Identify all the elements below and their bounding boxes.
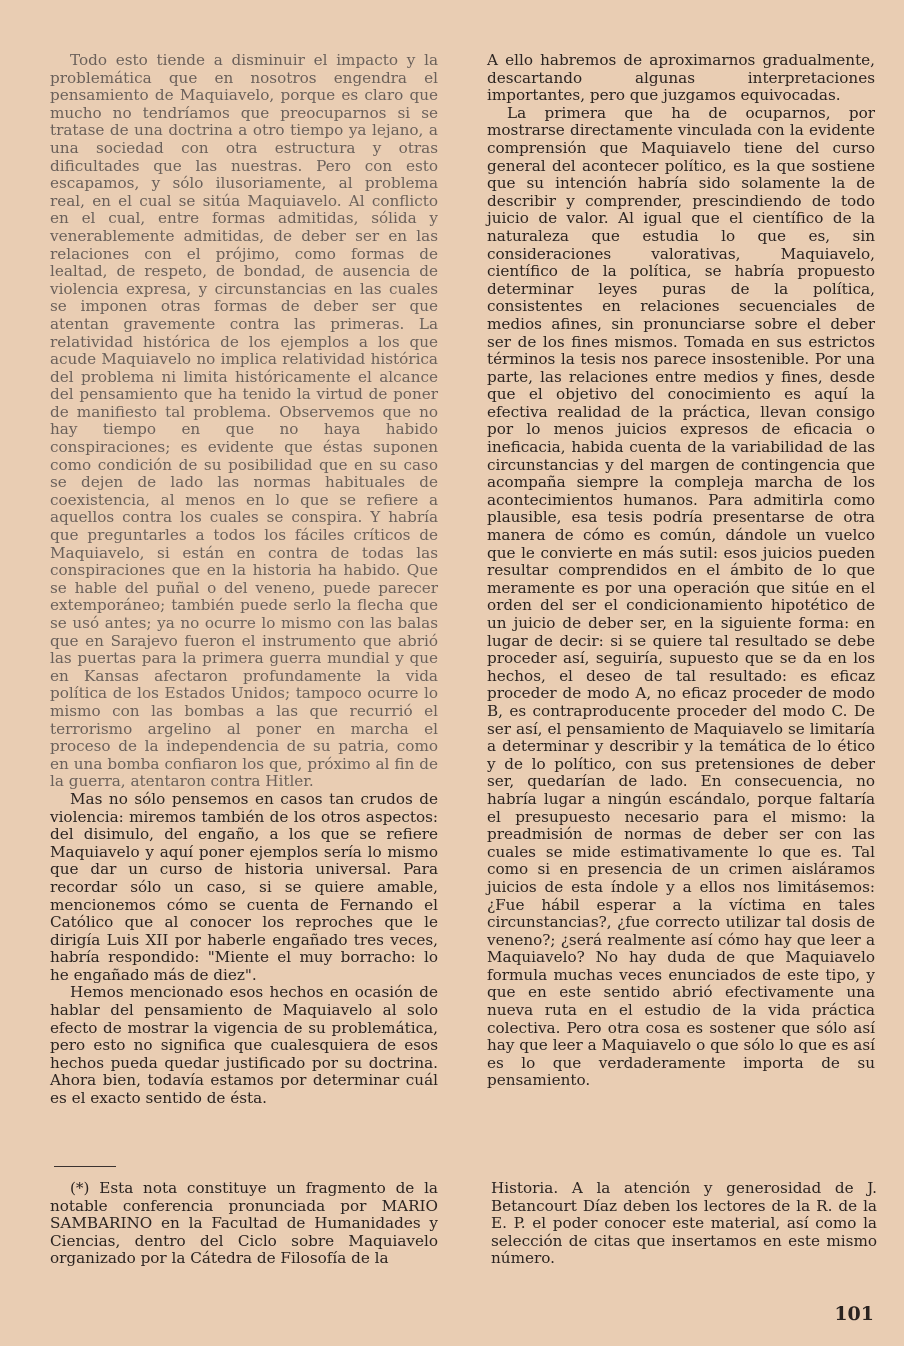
footnote-left — [50, 1180, 438, 1268]
page-number: 101 — [834, 1303, 874, 1325]
paragraph: A ello habremos de aproximarnos gradualmente, descartando algunas interpretaciones importantes, pero que juzgamos equivocadas. — [487, 51, 875, 105]
footnote-divider — [54, 1166, 116, 1167]
paragraph: Todo esto tiende a disminuir el impacto y la problemática que en nosotros engendra el pensamiento de Maquiavelo, porque es claro que mucho no tendríamos que preocuparnos si se tratase de una doctrina a otro tiempo ya lejano, a una sociedad con otra estructura y otras dificultades que las nuestras. Pero con esto escapamos, y sólo ilusoriamente, al problema real, en el cual se sitúa Maquiavelo. Al conflicto en el cual, entre formas admitidas, sólida y venerablemente admitidas, de deber ser en las relaciones con el prójimo, como formas de lealtad, de respeto, de bondad, de ausencia de violencia expresa, y circunstancias en las cuales se imponen otras formas de deber ser que atentan gravemente contra las primeras. La relatividad histórica de los ejemplos a los que acude Maquiavelo no implica relatividad histórica del problema ni limita históricamente el alcance del pensamiento que ha tenido la virtud de poner de manifiesto tal problema. Observemos que no hay tiempo en que no haya habido conspiraciones; es evidente que éstas suponen como condición de su posibilidad que en su caso se dejen de lado las normas habituales de coexistencia, al menos en lo que se refiere a aquellos contra los cuales se conspira. Y habría que preguntarles a todos los fáciles críticos de Maquiavelo, si están en contra de todas las conspiraciones que en la historia ha habido. Que se hable del puñal o del veneno, puede parecer extemporáneo; también puede serlo la flecha que se usó antes; ya no ocurre lo mismo con las balas que en Sarajevo fueron el instrumento que abrió las puertas para la primera guerra mundial y que en Kansas afectaron profundamente la vida política de los Estados Unidos; tampoco ocurre lo mismo con las bombas a las que recurrió el terrorismo argelino al poner en marcha el proceso de la independencia de su patria, como en una bomba confiaron los que, próximo al fin de la guerra, atentaron contra Hitler. — [50, 51, 438, 791]
paragraph: Hemos mencionado esos hechos en ocasión de hablar del pensamiento de Maquiavelo al solo efecto de mostrar la vigencia de su problemática, pero esto no significa que cualesquiera de esos hechos pueda quedar justificado por su doctrina. Ahora bien, todavía estamos por determinar cuál es el exacto sentido de ésta. — [50, 983, 438, 1108]
footnote-text: (*) Esta nota constituye un fragmento de la notable conferencia pronunciada por MARIO SAMBARINO en la Facultad de Humanidades y Ciencias, dentro del Ciclo sobre Maquiavelo organizado por la Cátedra de Filosofía de la — [50, 1179, 438, 1268]
paragraph: Mas no sólo pensemos en casos tan crudos de violencia: miremos también de los otros aspectos: del disimulo, del engaño, a los que se refiere Maquiavelo y aquí poner ejemplos sería lo mismo que dar un curso de historia universal. Para recordar sólo un caso, si se quiere amable, mencionemos cómo se cuenta de Fernando el Católico que al conocer los reproches que le dirigía Luis XII por haberle engañado tres veces, habría respondido: "Miente el muy borracho: lo he engañado más de diez". — [50, 789, 438, 984]
left-column — [50, 52, 438, 1108]
footnote-continuation: Historia. A la atención y generosidad de J. Betancourt Díaz deben los lectores de la R. de la E. P. el poder conocer este material, así como la selección de citas que insertamos en este mismo número. — [491, 1179, 877, 1268]
paragraph: La primera que ha de ocuparnos, por mostrarse directamente vinculada con la evidente comprensión que Maquiavelo tiene del curso general del acontecer político, es la que sostiene que su intención habría sido solamente la de describir y comprender, prescindiendo de todo juicio de valor. Al igual que el científico de la naturaleza que estudia lo que es, sin consideraciones valorativas, Maquiavelo, científico de la política, se habría propuesto determinar leyes puras de la política, consistentes en relaciones secuenciales de medios afines, sin pronunciarse sobre el deber ser de los fines mismos. Tomada en sus estrictos términos la tesis nos parece insostenible. Por una parte, las relaciones entre medios y fines, desde que el objetivo del conocimiento es aquí la efectiva realidad de la práctica, llevan consigo por lo menos juicios expresos de eficacia o ineficacia, habida cuenta de la variabilidad de las circunstancias y del margen de contingencia que acompaña siempre la compleja marcha de los acontecimientos humanos. Para admitirla como plausible, esa tesis podría presentarse de otra manera de cómo es común, dándole un vuelco que le convierte en más sutil: esos juicios pueden resultar comprendidos en el ámbito de lo que meramente es por una operación que sitúe en el orden del ser el condicionamiento hipotético de un juicio de deber ser, en la siguiente forma: en lugar de decir: si se quiere tal resultado se debe proceder así, seguiría, supuesto que se da en los hechos, el deseo de tal resultado: es eficaz proceder de modo A, no eficaz proceder de modo B, es contraproducente proceder del modo C. De ser así, el pensamiento de Maquiavelo se limitaría a determinar y describir y la temática de lo ético y de lo político, con sus pretensiones de deber ser, quedarían de lado. En consecuencia, no habría lugar a ningún escándalo, porque faltaría el presupuesto necesario para el mismo: la preadmisión de normas de deber ser con las cuales se mide estimativamente lo que es. Tal como si en presencia de un crimen aisláramos juicios de esta índole y a ellos nos limitásemos: ¿Fue hábil esperar a la víctima en tales circunstancias?, ¿fue correcto utilizar tal dosis de veneno?; ¿será realmente así cómo hay que leer a Maquiavelo? No hay duda de que Maquiavelo formula muchas veces enunciados de este tipo, y que en este sentido abrió efectivamente una nueva ruta en el estudio de la vida práctica colectiva. Pero otra cosa es sostener que sólo así hay que leer a Maquiavelo o que sólo lo que es así es lo que verdaderamente importa de su pensamiento. — [487, 103, 875, 1090]
footnote-right — [491, 1180, 877, 1268]
right-column — [487, 52, 875, 1090]
